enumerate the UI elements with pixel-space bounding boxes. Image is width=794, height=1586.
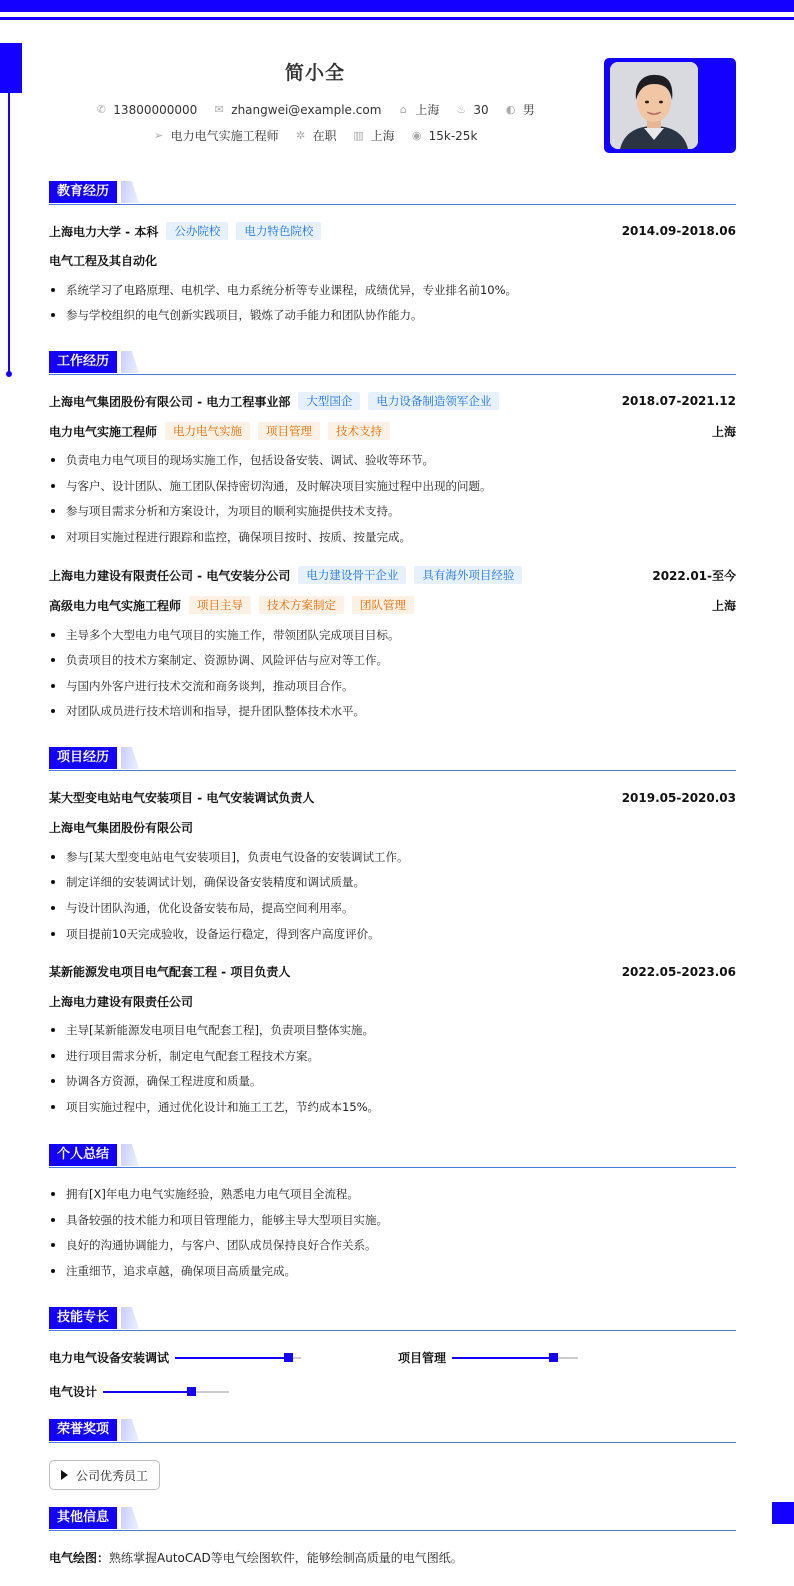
status-text: 在职	[312, 129, 337, 143]
age-text: 30	[473, 102, 489, 117]
section-header-awards	[49, 1419, 736, 1445]
skill-bar	[175, 1357, 301, 1359]
list-item: 参与[某大型变电站电气安装项目]，负责电气设备的安装调试工作。	[49, 849, 736, 865]
side-accent-dot	[6, 371, 12, 377]
work-date: 2022.01-至今	[652, 568, 736, 583]
section-rule	[49, 1330, 736, 1331]
top-accent-bar	[0, 0, 794, 12]
email-item	[213, 103, 381, 117]
section-header-other	[49, 1507, 736, 1533]
other-info-text: 熟练掌握AutoCAD等电气绘图软件，能够绘制高质量的电气图纸。	[109, 1551, 463, 1565]
section-title: 技能专长	[49, 1307, 117, 1329]
section-header-skills	[49, 1307, 736, 1333]
section-title-fade	[121, 1507, 139, 1529]
skill-item	[49, 1349, 301, 1366]
role-tag: 技术支持	[328, 422, 390, 440]
list-item: 制定详细的安装调试计划，确保设备安装精度和调试质量。	[49, 874, 736, 890]
project-company: 上海电力建设有限责任公司	[49, 995, 194, 1009]
list-item: 与客户、设计团队、施工团队保持密切沟通，及时解决项目实施过程中出现的问题。	[49, 478, 736, 494]
work-location: 上海	[711, 424, 736, 439]
cake-icon: ♨	[456, 102, 467, 116]
section-header-summary	[49, 1144, 736, 1170]
work-role-row	[49, 596, 736, 614]
company-name: 上海电气集团股份有限公司 - 电力工程事业部	[49, 394, 291, 409]
role-tag: 技术方案制定	[259, 596, 344, 614]
list-item: 项目提前10天完成验收，设备运行稳定，得到客户高度评价。	[49, 926, 736, 942]
section-title: 其他信息	[49, 1507, 117, 1529]
work-location: 上海	[711, 598, 736, 613]
work-city-text: 上海	[370, 129, 395, 143]
photo-frame	[604, 58, 736, 153]
work-company-row	[49, 566, 736, 584]
role-name: 电力电气实施工程师	[49, 424, 158, 439]
work-date: 2018.07-2021.12	[621, 394, 736, 408]
home-icon: ⌂	[399, 102, 407, 116]
other-info-label: 电气绘图：	[49, 1551, 110, 1565]
project-date: 2019.05-2020.03	[621, 790, 736, 805]
skill-bar-knob	[284, 1353, 293, 1362]
mail-icon: ✉	[214, 102, 224, 116]
gender-item	[505, 101, 535, 118]
email-text: zhangwei@example.com	[231, 102, 382, 117]
section-title-fade	[121, 351, 139, 373]
list-item: 进行项目需求分析，制定电气配套工程技术方案。	[49, 1048, 736, 1064]
section-title-fade	[121, 1307, 139, 1329]
section-header-projects	[49, 747, 736, 773]
education-row	[49, 222, 736, 240]
gear-icon: ✲	[295, 128, 306, 142]
skill-bar	[452, 1357, 578, 1359]
skill-name: 电气设计	[49, 1385, 98, 1399]
section-title: 个人总结	[49, 1144, 117, 1166]
play-triangle-icon	[61, 1470, 68, 1480]
project-title: 某新能源发电项目电气配套工程 - 项目负责人	[49, 965, 291, 979]
work-city-item	[353, 127, 395, 144]
section-rule	[49, 1167, 736, 1168]
major-name: 电气工程及其自动化	[49, 254, 158, 268]
project-company: 上海电气集团股份有限公司	[49, 821, 194, 835]
section-rule	[49, 1530, 736, 1531]
send-icon: ➢	[153, 128, 164, 142]
section-title: 荣誉奖项	[49, 1419, 117, 1441]
city-item	[397, 101, 439, 118]
other-info-line	[49, 1549, 463, 1566]
list-item: 注重细节，追求卓越，确保项目高质量完成。	[49, 1263, 736, 1279]
project-company-row	[49, 993, 736, 1010]
phone-icon: ✆	[96, 102, 106, 116]
list-item: 与国内外客户进行技术交流和商务谈判，推动项目合作。	[49, 678, 736, 694]
company-tag: 电力设备制造领军企业	[368, 392, 499, 410]
gender-icon: ◐	[505, 102, 516, 116]
skill-bar-fill	[452, 1357, 553, 1359]
role-tag: 电力电气实施	[165, 422, 250, 440]
project-title: 某大型变电站电气安装项目 - 电气安装调试负责人	[49, 791, 315, 805]
skill-bar-knob	[187, 1387, 196, 1396]
list-item: 项目实施过程中，通过优化设计和施工工艺，节约成本15%。	[49, 1099, 736, 1115]
phone-item	[95, 103, 197, 117]
list-item: 参与项目需求分析和方案设计，为项目的顺利实施提供技术支持。	[49, 503, 736, 519]
list-item: 对团队成员进行技术培训和指导，提升团队整体技术水平。	[49, 703, 736, 719]
company-name: 上海电力建设有限责任公司 - 电气安装分公司	[49, 568, 291, 583]
section-header-work	[49, 351, 736, 377]
role-tag: 项目管理	[258, 422, 320, 440]
company-tag: 电力建设骨干企业	[298, 566, 406, 584]
section-title-fade	[121, 1419, 139, 1441]
section-rule	[49, 770, 736, 771]
section-title-fade	[121, 1144, 139, 1166]
portrait-illustration	[610, 62, 698, 149]
list-item: 拥有[X]年电力电气实施经验，熟悉电力电气项目全流程。	[49, 1186, 736, 1202]
section-title-fade	[121, 747, 139, 769]
section-rule	[49, 374, 736, 375]
list-item: 主导[某新能源发电项目电气配套工程]，负责项目整体实施。	[49, 1022, 736, 1038]
school-tag: 公办院校	[166, 222, 228, 240]
list-item: 负责项目的技术方案制定、资源协调、风险评估与应对等工作。	[49, 652, 736, 668]
work-company-row	[49, 392, 736, 410]
role-tag: 团队管理	[352, 596, 414, 614]
coin-icon: ◉	[411, 128, 422, 142]
list-item: 参与学校组织的电气创新实践项目，锻炼了动手能力和团队协作能力。	[49, 307, 736, 323]
section-rule	[49, 1442, 736, 1443]
list-item: 负责电力电气项目的现场实施工作，包括设备安装、调试、验收等环节。	[49, 452, 736, 468]
section-title-fade	[121, 181, 139, 203]
award-badge	[49, 1460, 160, 1490]
project-title-row	[49, 789, 736, 806]
skill-bar-fill	[103, 1391, 191, 1393]
corner-accent-block	[772, 1502, 794, 1524]
role-name: 高级电力电气实施工程师	[49, 598, 182, 613]
skill-item	[49, 1383, 229, 1400]
salary-text: 15k-25k	[428, 128, 478, 143]
school-name: 上海电力大学 - 本科	[49, 224, 159, 239]
salary-item	[411, 129, 478, 143]
skill-bar-fill	[175, 1357, 288, 1359]
status-item	[295, 127, 337, 144]
section-title: 教育经历	[49, 181, 117, 203]
job-intent-row	[0, 127, 630, 144]
gender-text: 男	[522, 103, 535, 117]
age-item	[455, 103, 488, 117]
skill-item	[398, 1349, 578, 1366]
company-tag: 具有海外项目经验	[414, 566, 522, 584]
project-title-row	[49, 963, 736, 980]
skill-name: 电力电气设备安装调试	[49, 1351, 170, 1365]
skill-bar	[103, 1391, 229, 1393]
school-tag: 电力特色院校	[236, 222, 321, 240]
award-name: 公司优秀员工	[76, 1468, 149, 1483]
section-title: 项目经历	[49, 747, 117, 769]
education-date: 2014.09-2018.06	[621, 224, 736, 238]
job-title-text: 电力电气实施工程师	[170, 129, 279, 143]
skill-bar-knob	[549, 1353, 558, 1362]
section-header-education	[49, 181, 736, 207]
section-title: 工作经历	[49, 351, 117, 373]
top-accent-line	[0, 17, 794, 20]
job-title-item	[153, 127, 279, 144]
project-company-row	[49, 819, 736, 836]
building-icon: ▥	[353, 128, 364, 142]
candidate-name: 简小全	[284, 62, 345, 84]
list-item: 系统学习了电路原理、电机学、电力系统分析等专业课程，成绩优异，专业排名前10%。	[49, 282, 736, 298]
contact-row	[0, 101, 630, 118]
work-role-row	[49, 422, 736, 440]
project-date: 2022.05-2023.06	[621, 964, 736, 979]
company-tag: 大型国企	[298, 392, 360, 410]
role-tag: 项目主导	[189, 596, 251, 614]
list-item: 具备较强的技术能力和项目管理能力，能够主导大型项目实施。	[49, 1212, 736, 1228]
list-item: 协调各方资源，确保工程进度和质量。	[49, 1073, 736, 1089]
phone-text: 13800000000	[113, 102, 198, 117]
section-rule	[49, 204, 736, 205]
list-item: 主导多个大型电力电气项目的实施工作，带领团队完成项目目标。	[49, 627, 736, 643]
list-item: 对项目实施过程进行跟踪和监控，确保项目按时、按质、按量完成。	[49, 529, 736, 545]
major-row	[49, 252, 736, 269]
city-text: 上海	[415, 103, 440, 117]
skill-name: 项目管理	[398, 1351, 447, 1365]
profile-photo	[610, 62, 698, 149]
list-item: 良好的沟通协调能力，与客户、团队成员保持良好合作关系。	[49, 1237, 736, 1253]
list-item: 与设计团队沟通，优化设备安装布局，提高空间利用率。	[49, 900, 736, 916]
